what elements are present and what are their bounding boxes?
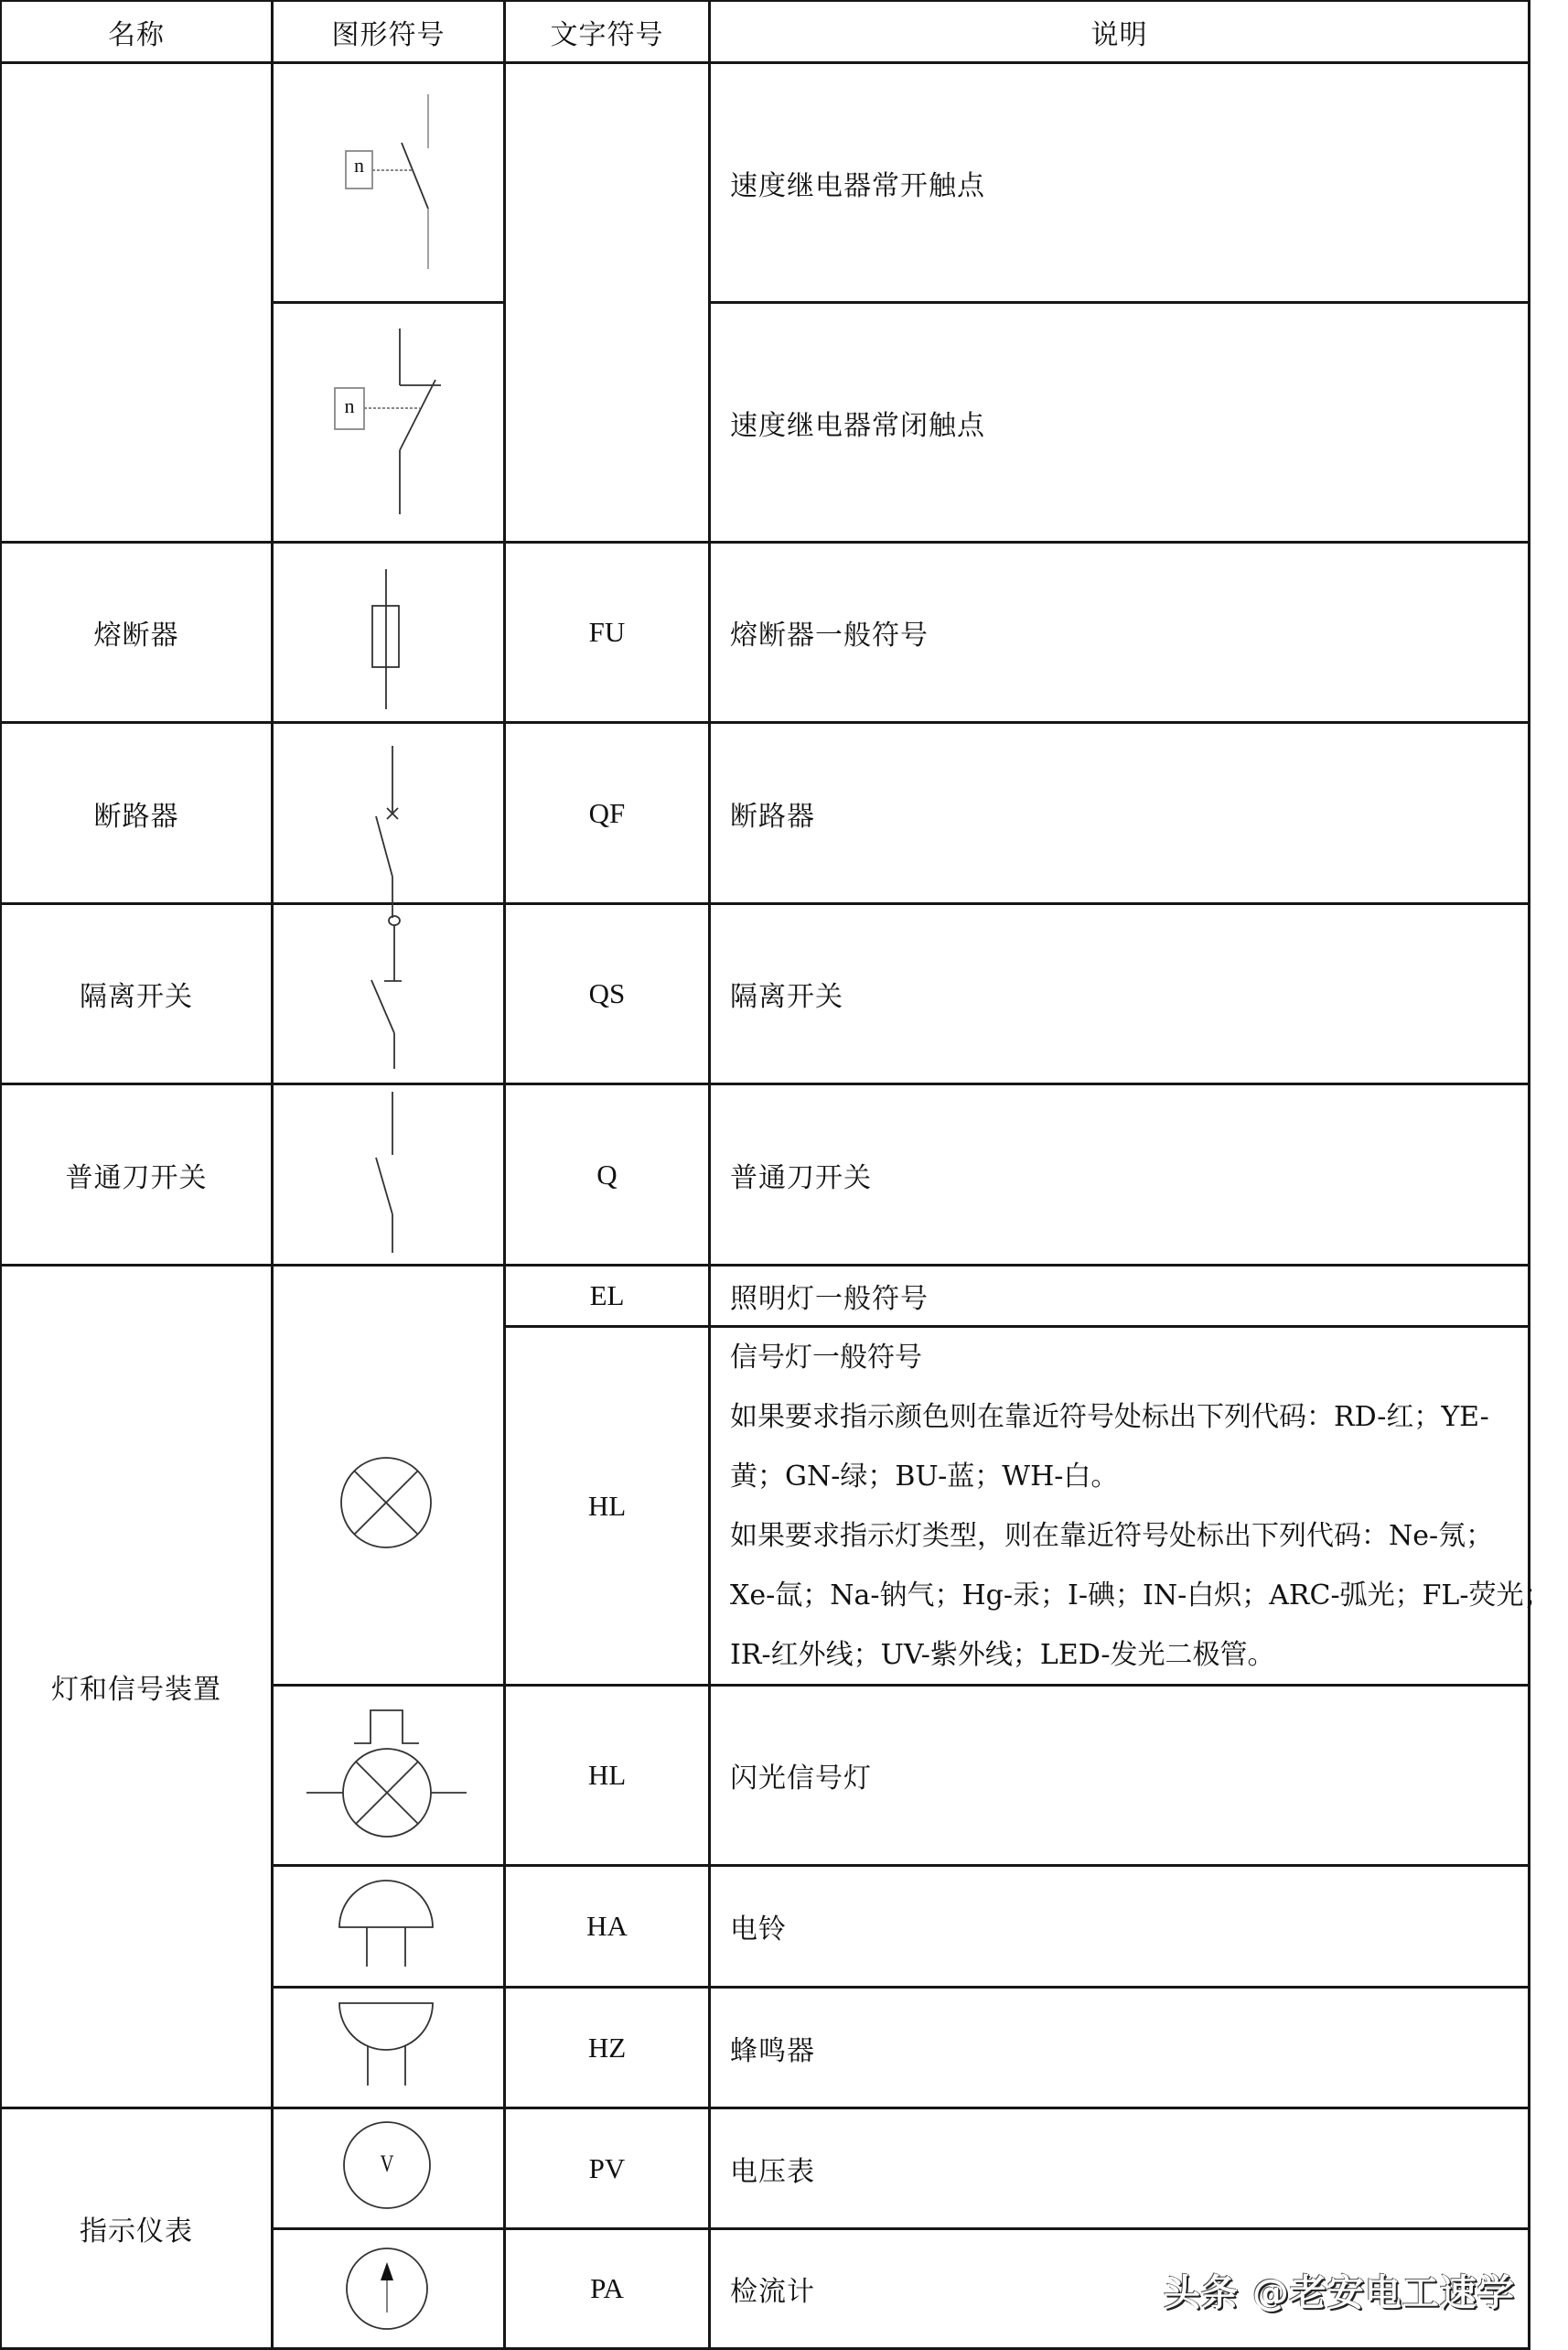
fuse-desc: 熔断器一般符号 — [708, 541, 1530, 724]
speed-relay-code-cell — [503, 61, 711, 544]
voltmeter-label: V — [380, 2151, 394, 2177]
flashing-lamp-desc: 闪光信号灯 — [708, 1684, 1530, 1867]
speed-relay-nc-label: n — [344, 394, 355, 417]
knife-switch-desc: 普通刀开关 — [708, 1083, 1530, 1267]
signal-lamp-symbol-cell — [271, 1264, 506, 1687]
knife-switch-code: Q — [503, 1083, 711, 1267]
hl-desc-line: 如果要求指示灯类型，则在靠近符号处标出下列代码：Ne-氖； — [730, 1520, 1494, 1552]
galvanometer-symbol-cell — [271, 2227, 506, 2350]
hl-desc-text — [711, 1328, 1551, 1685]
speed-relay-no-label: n — [354, 154, 364, 177]
buzzer-code: HZ — [503, 1986, 711, 2109]
isolator-symbol-cell — [271, 902, 506, 1085]
speed-relay-nc-symbol-cell — [271, 301, 506, 544]
hl-code: HL — [503, 1325, 711, 1687]
voltmeter-desc: 电压表 — [708, 2107, 1530, 2230]
knife-switch-name: 普通刀开关 — [0, 1083, 274, 1267]
voltmeter-code: PV — [503, 2107, 711, 2230]
hl-desc-line: IR-红外线；UV-紫外线；LED-发光二极管。 — [730, 1639, 1275, 1671]
breaker-name: 断路器 — [0, 721, 274, 905]
hl-desc-line: 信号灯一般符号 — [730, 1342, 922, 1374]
header-description: 说明 — [708, 0, 1530, 64]
breaker-code: QF — [503, 721, 711, 905]
isolator-name: 隔离开关 — [0, 902, 274, 1085]
bell-desc: 电铃 — [708, 1864, 1530, 1989]
hl-desc-line: Xe-氙；Na-钠气；Hg-汞；I-碘；IN-白炽；ARC-弧光；FL-荧光； — [730, 1579, 1552, 1612]
galvanometer-desc: 检流计 — [708, 2227, 1530, 2350]
speed-relay-name-cell — [0, 61, 274, 544]
knife-switch-symbol-cell — [271, 1083, 506, 1267]
bell-symbol-cell — [271, 1864, 506, 1989]
header-name: 名称 — [0, 0, 274, 64]
buzzer-desc: 蜂鸣器 — [708, 1986, 1530, 2109]
fuse-code: FU — [503, 541, 711, 724]
header-text-symbol: 文字符号 — [503, 0, 711, 64]
fuse-symbol-cell — [271, 541, 506, 724]
header-graphic-symbol: 图形符号 — [271, 0, 506, 64]
speed-relay-no-desc: 速度继电器常开触点 — [708, 61, 1530, 304]
isolator-code: QS — [503, 902, 711, 1085]
watermark: 头条 @老安电工速学 — [1164, 2272, 1515, 2314]
breaker-symbol-cell — [271, 721, 506, 905]
speed-relay-nc-desc: 速度继电器常闭触点 — [708, 301, 1530, 544]
buzzer-symbol-cell — [271, 1986, 506, 2109]
hl-desc-line: 如果要求指示颜色则在靠近符号处标出下列代码：RD-红；YE- — [730, 1401, 1489, 1433]
bell-code: HA — [503, 1864, 711, 1989]
isolator-desc: 隔离开关 — [708, 902, 1530, 1085]
meters-name: 指示仪表 — [0, 2107, 274, 2350]
hl-desc-line: 黄；GN-绿；BU-蓝；WH-白。 — [730, 1461, 1119, 1493]
el-code: EL — [503, 1264, 711, 1328]
breaker-desc: 断路器 — [708, 721, 1530, 905]
galvanometer-code: PA — [503, 2227, 711, 2350]
hl-desc-cell — [708, 1325, 1552, 1687]
fuse-name: 熔断器 — [0, 541, 274, 724]
flashing-lamp-code: HL — [503, 1684, 711, 1867]
flashing-lamp-symbol-cell — [271, 1684, 506, 1867]
lamps-name: 灯和信号装置 — [0, 1264, 274, 2109]
speed-relay-no-symbol-cell — [271, 61, 506, 304]
el-desc: 照明灯一般符号 — [708, 1264, 1530, 1328]
